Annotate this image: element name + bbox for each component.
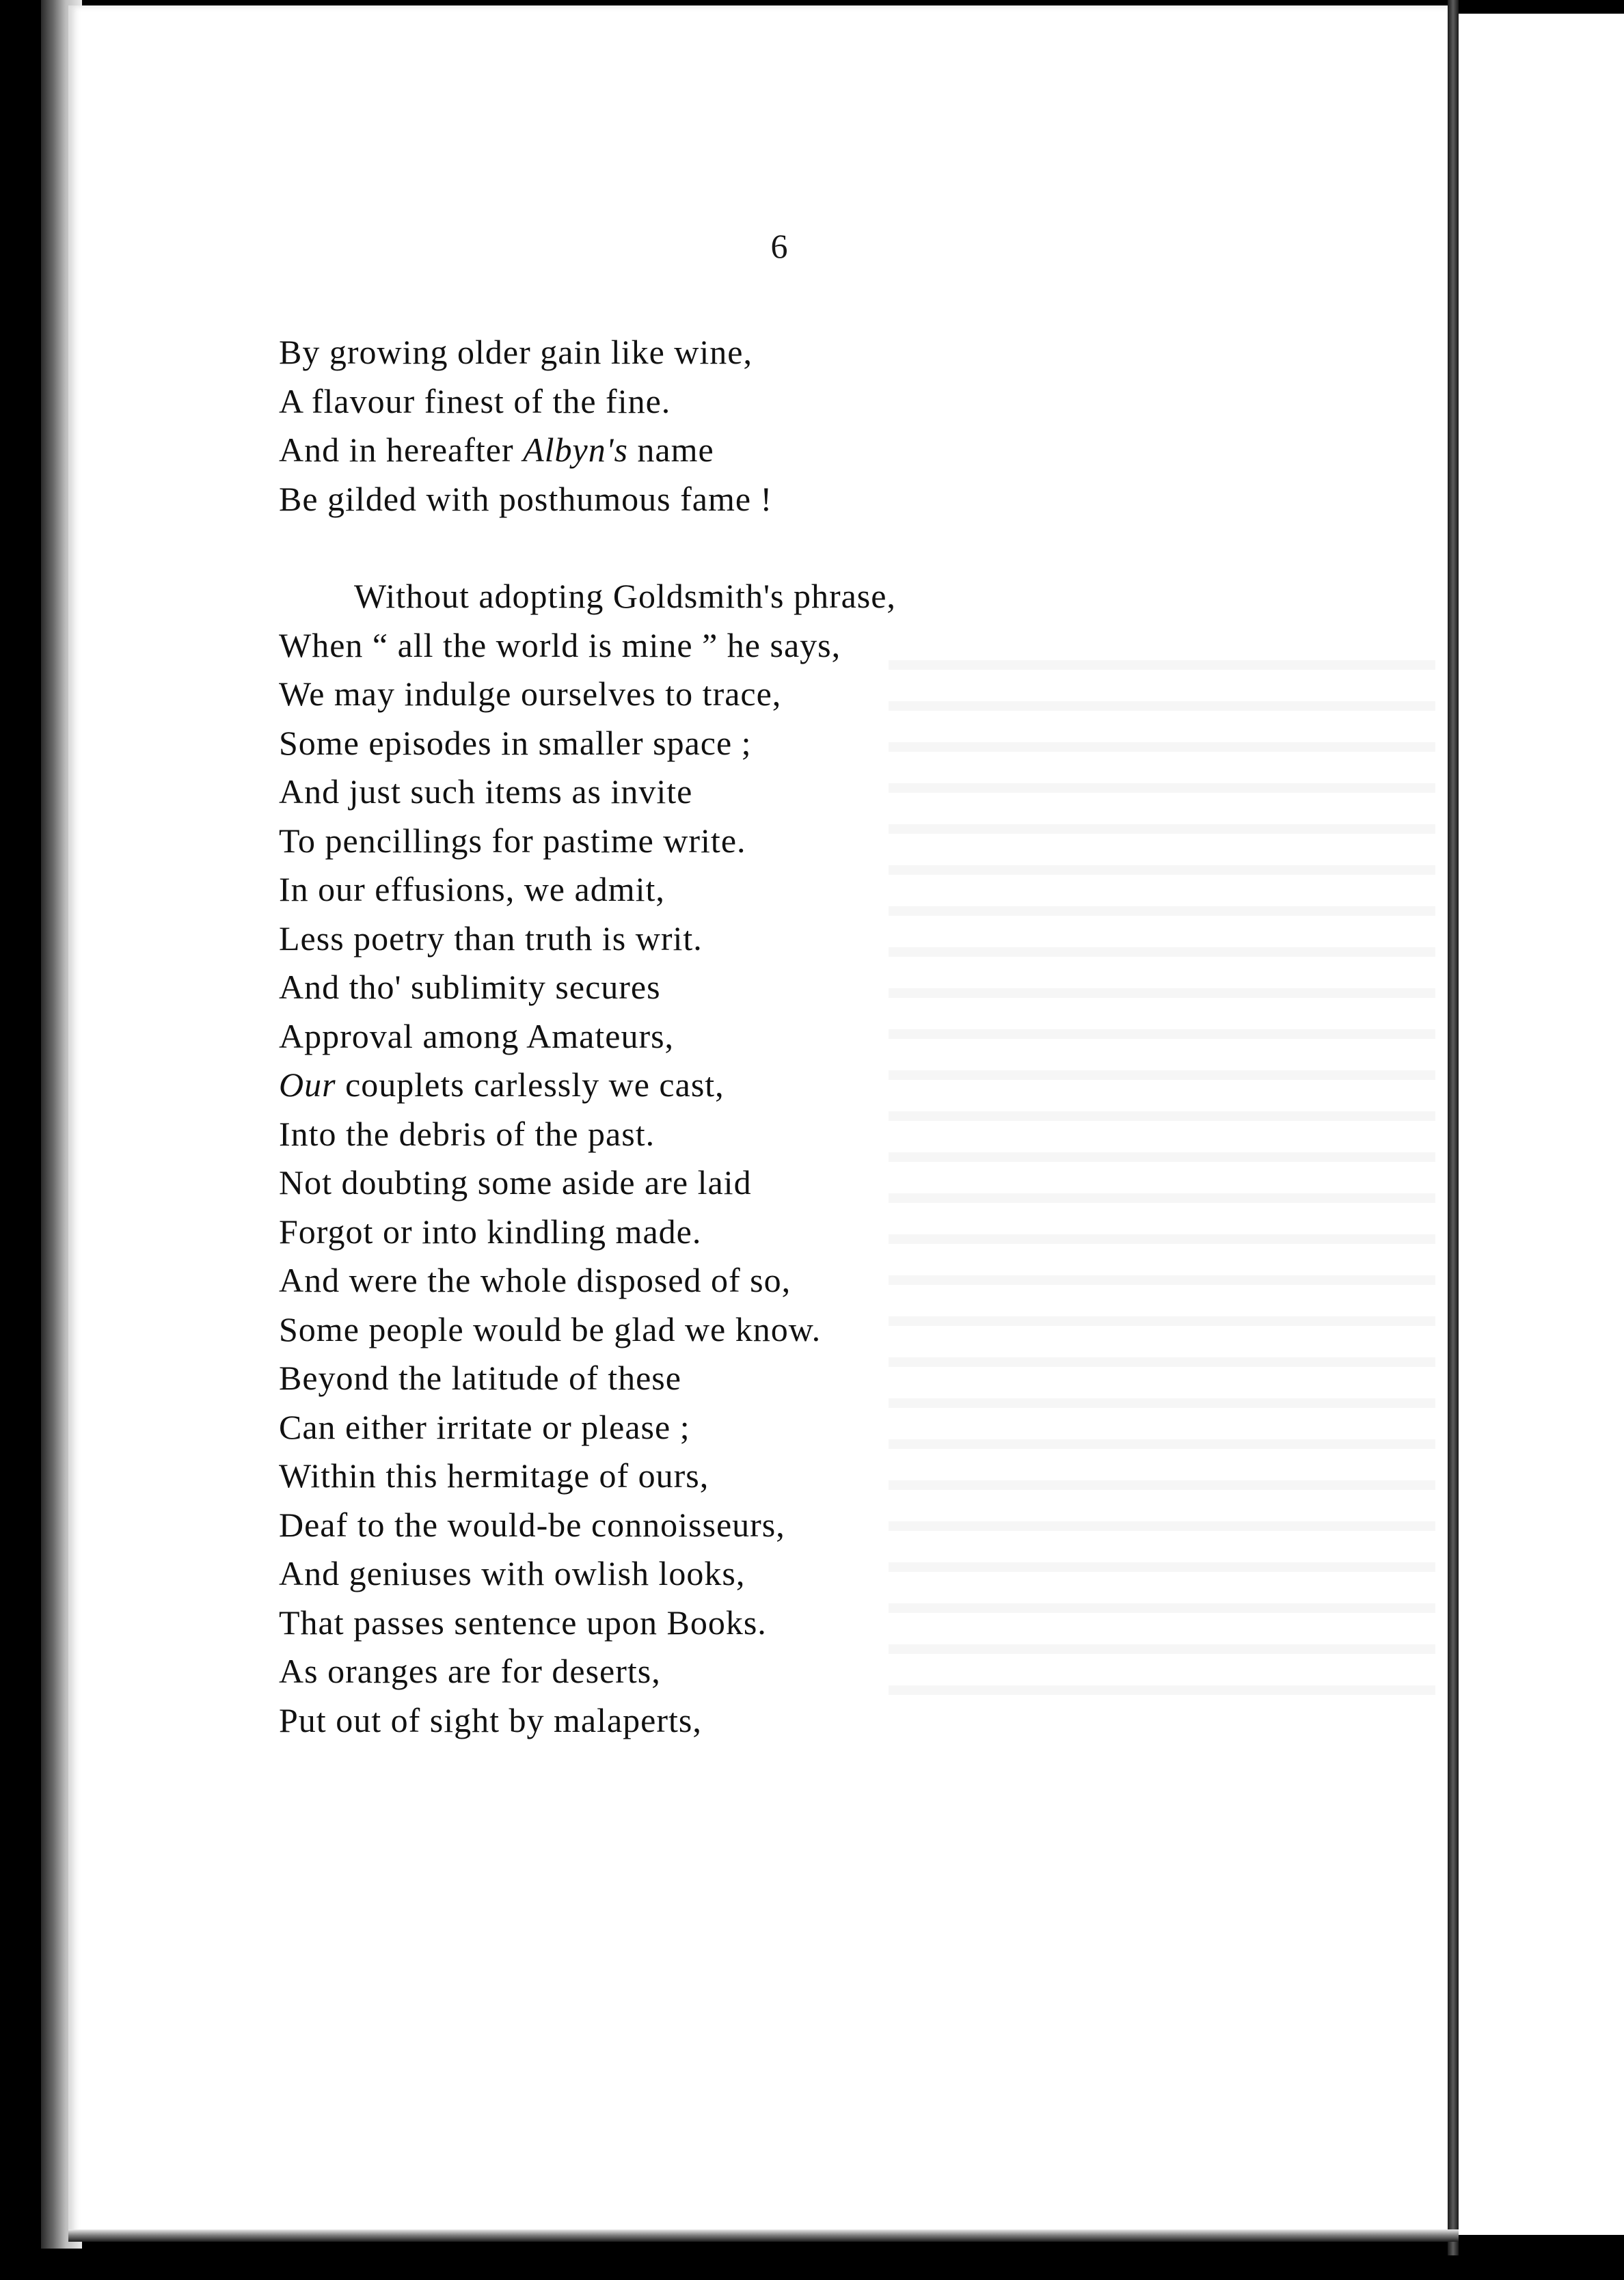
facing-page-edge [1459, 14, 1624, 2235]
poem-line [279, 377, 1031, 426]
line-text: Put out of sight by malaperts, [279, 1700, 702, 1739]
poem-line [279, 768, 1031, 817]
line-text: Some episodes in smaller space ; [279, 723, 752, 762]
stanza-1 [279, 328, 1031, 524]
line-text: name [627, 431, 714, 469]
page-bottom-edge [68, 2229, 1459, 2242]
line-text: By growing older gain like wine, [279, 333, 753, 371]
poem-line [279, 670, 1031, 719]
line-text: That passes sentence upon Books. [279, 1603, 767, 1642]
line-text: Be gilded with posthumous fame ! [279, 479, 773, 518]
poem-line [279, 1696, 1031, 1746]
line-text: And were the whole disposed of so, [279, 1261, 791, 1299]
poem-line [279, 426, 1031, 475]
poem-line [279, 914, 1031, 964]
poem-line [279, 1354, 1031, 1403]
poem-line [279, 1158, 1031, 1208]
poem-line [279, 1647, 1031, 1696]
line-text: Forgot or into kindling made. [279, 1212, 702, 1251]
line-text: To pencillings for pastime write. [279, 821, 746, 860]
line-text: Within this hermitage of ours, [279, 1456, 709, 1495]
line-text: couplets carlessly we cast, [336, 1066, 725, 1104]
line-text: And just such items as invite [279, 772, 693, 811]
line-text: Approval among Amateurs, [279, 1016, 675, 1055]
page-gutter [1448, 0, 1459, 2255]
stanza-2 [279, 572, 1031, 1745]
line-text: And tho' sublimity secures [279, 968, 661, 1006]
italic-text: Our [279, 1066, 336, 1104]
poem-line [279, 817, 1031, 866]
poem-line [279, 475, 1031, 524]
poem-line [279, 572, 1031, 621]
poem-line [279, 1061, 1031, 1110]
line-text: When “ all the world is mine ” he says, [279, 625, 841, 664]
line-text: Deaf to the would-be connoisseurs, [279, 1505, 785, 1544]
poem-line [279, 1549, 1031, 1599]
poem-line [279, 1256, 1031, 1305]
line-text: And geniuses with owlish looks, [279, 1554, 746, 1592]
poem-line [279, 1110, 1031, 1159]
line-text: Less poetry than truth is writ. [279, 919, 703, 958]
page-number: 6 [770, 227, 788, 265]
poem-line [279, 621, 1031, 670]
poem-line [279, 865, 1031, 914]
poem-line [279, 328, 1031, 377]
poem-line [279, 1599, 1031, 1648]
poem-line [279, 1501, 1031, 1550]
line-text: A flavour finest of the fine. [279, 381, 671, 420]
line-text: In our effusions, we admit, [279, 870, 665, 908]
line-text: Some people would be glad we know. [279, 1309, 822, 1348]
poem-line [279, 1012, 1031, 1061]
line-text: Not doubting some aside are laid [279, 1163, 752, 1202]
poem-line [279, 719, 1031, 768]
poem-line [279, 1403, 1031, 1452]
line-text: We may indulge ourselves to trace, [279, 675, 782, 713]
line-text: Beyond the latitude of these [279, 1359, 681, 1397]
poem-line [279, 1208, 1031, 1257]
line-text: And in hereafter [279, 431, 524, 469]
poem-line [279, 1305, 1031, 1355]
poem-line [279, 963, 1031, 1012]
line-text: As oranges are for deserts, [279, 1652, 661, 1690]
line-text: Into the debris of the past. [279, 1114, 655, 1153]
poem [279, 328, 1031, 1745]
italic-text: Albyn's [523, 431, 628, 469]
line-text: Can either irritate or please ; [279, 1407, 690, 1446]
line-text: Without adopting Goldsmith's phrase, [354, 577, 896, 615]
poem-line [279, 1452, 1031, 1501]
